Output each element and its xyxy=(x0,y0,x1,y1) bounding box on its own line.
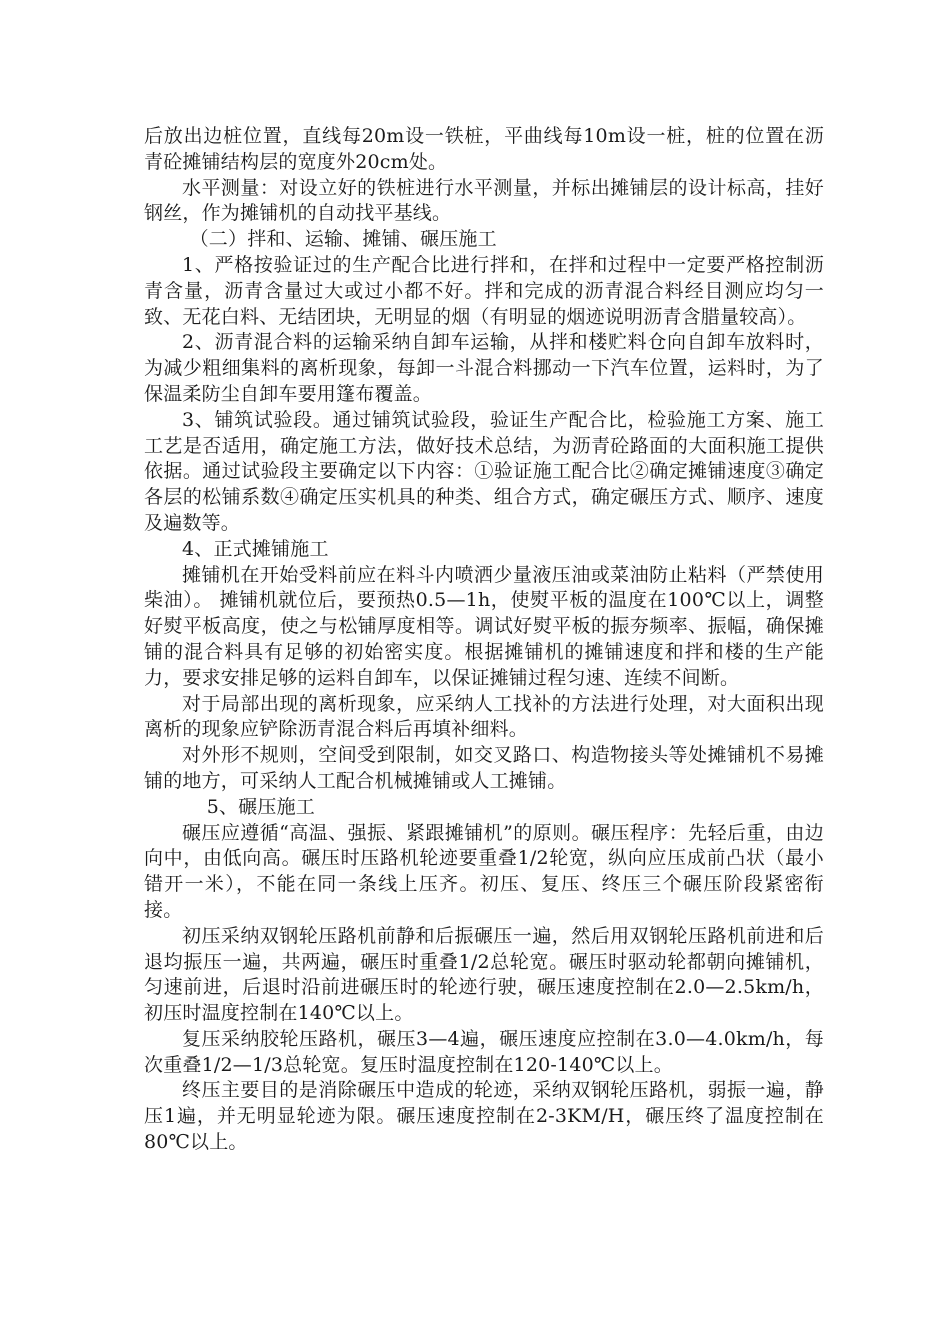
subheading-formal-paving: 4、正式摊铺施工 xyxy=(182,537,329,560)
subheading-compaction: 5、碾压施工 xyxy=(206,795,315,818)
paragraph-mixing: 1、严格按验证过的生产配合比进行拌和，在拌和过程中一定要严格控制沥青含量，沥青含量过大或过小都不好。拌和完成的沥青混合料经目测应均匀一致、无花白料、无结团块，无明显的烟（有明显的烟迹说明沥青含腊量较高）。 xyxy=(144,253,824,328)
paragraph-level-survey: 水平测量：对设立好的铁桩进行水平测量，并标出摊铺层的设计标高，挂好钢丝，作为摊铺机的自动找平基线。 xyxy=(144,176,824,225)
paragraph-final-compaction: 终压主要目的是消除碾压中造成的轮迹，采纳双钢轮压路机，弱振一遍，静压1遍，并无明显轮迹为限。碾压速度控制在2-3KM/H，碾压终了温度控制在80℃以上。 xyxy=(144,1079,824,1154)
paragraph-initial-compaction: 初压采纳双钢轮压路机前静和后振碾压一遍，然后用双钢轮压路机前进和后退均振压一遍，共两遍，碾压时重叠1/2总轮宽。碾压时驱动轮都朝向摊铺机，匀速前进，后退时沿前进碾压时的轮迹行驶，碾压速度控制在2.0—2.5km/h，初压时温度控制在140℃以上。 xyxy=(144,924,824,1025)
paragraph-secondary-compaction: 复压采纳胶轮压路机，碾压3—4遍，碾压速度应控制在3.0—4.0km/h，每次重叠1/2—1/3总轮宽。复压时温度控制在120-140℃以上。 xyxy=(144,1027,824,1076)
paragraph-compaction-principle: 碾压应遵循“高温、强振、紧跟摊铺机”的原则。碾压程序：先轻后重，由边向中，由低向高。碾压时压路机轮迹要重叠1/2轮宽，纵向应压成前凸状（最小错开一米），不能在同一条线上压齐。初压、复压、终压三个碾压阶段紧密衔接。 xyxy=(144,821,824,921)
body-text xyxy=(144,124,824,1156)
paragraph-transport: 2、沥青混合料的运输采纳自卸车运输，从拌和楼贮料仓向自卸车放料时，为减少粗细集料的离析现象，每卸一斗混合料挪动一下汽车位置，运料时，为了保温柔防尘自卸车要用篷布覆盖。 xyxy=(144,331,824,405)
paragraph-stake-positions: 后放出边桩位置，直线每20m设一铁桩，平曲线每10m设一桩，桩的位置在沥青砼摊铺结构层的宽度外20cm处。 xyxy=(144,125,824,173)
paragraph-paver-preparation: 摊铺机在开始受料前应在料斗内喷洒少量液压油或菜油防止粘料（严禁使用柴油）。 摊铺机就位后，要预热0.5—1h，使熨平板的温度在100℃以上，调整好熨平板高度，使之与松铺厚度相等。调试好熨平板的振夯频率、振幅，确保摊铺的混合料具有足够的初始密实度。根据摊铺机的摊铺速度和拌和楼的生产能力，要求安排足够的运料自卸车，以保证摊铺过程匀速、连续不间断。 xyxy=(144,563,824,689)
paragraph-irregular-areas: 对外形不规则，空间受到限制，如交叉路口、构造物接头等处摊铺机不易摊铺的地方，可采纳人工配合机械摊铺或人工摊铺。 xyxy=(144,744,824,792)
section-heading-construction: （二）拌和、运输、摊铺、碾压施工 xyxy=(189,228,497,251)
paragraph-segregation: 对于局部出现的离析现象，应采纳人工找补的方法进行处理，对大面积出现离析的现象应铲除沥青混合料后再填补细料。 xyxy=(144,692,824,741)
paragraph-trial-section: 3、铺筑试验段。通过铺筑试验段，验证生产配合比，检验施工方案、施工工艺是否适用，确定施工方法，做好技术总结，为沥青砼路面的大面积施工提供依据。通过试验段主要确定以下内容：①验证施工配合比②确定摊铺速度③确定各层的松铺系数④确定压实机具的种类、组合方式，确定碾压方式、顺序、速度及遍数等。 xyxy=(144,408,824,534)
